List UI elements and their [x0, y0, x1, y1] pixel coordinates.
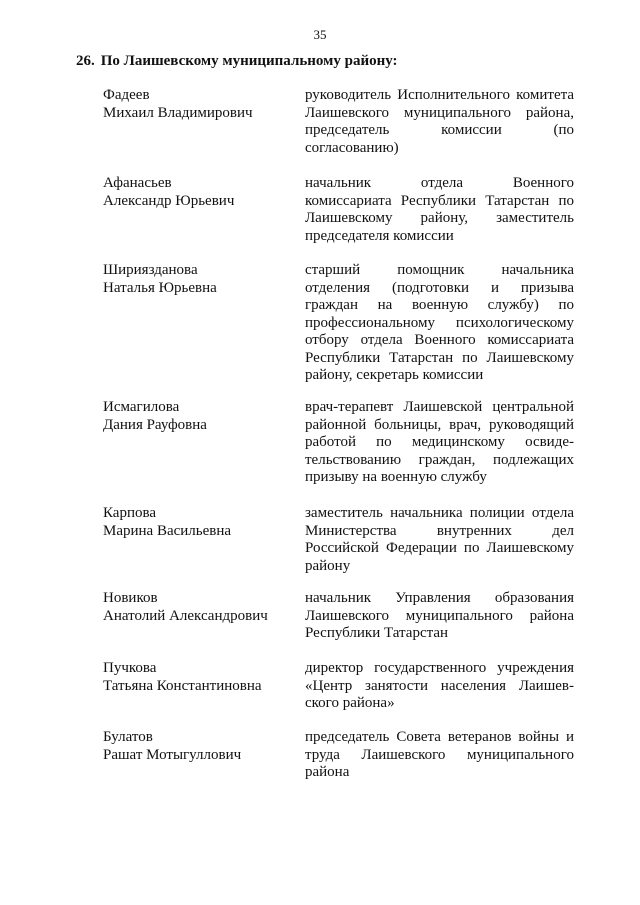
member-name [103, 505, 293, 540]
role-line: района [305, 764, 350, 780]
role-line: районной больницы, врач, руководящий [305, 416, 574, 433]
role-line: начальник отдела Военного [305, 175, 574, 191]
member-surname: Карпова [103, 505, 157, 521]
member-role [305, 729, 574, 782]
role-line: работой по медицинскому освиде- [305, 434, 574, 450]
section-number: 26. [76, 53, 95, 69]
member-role [305, 505, 574, 575]
member-surname: Афанасьев [103, 175, 172, 191]
role-line: граждан на военную службу) по [305, 297, 574, 313]
member-given-name: Наталья Юрьевна [103, 279, 217, 296]
member-name [103, 590, 293, 625]
member-surname: Новиков [103, 590, 158, 606]
role-line: Республики Татарстан по Лаишевскому [305, 349, 574, 366]
role-line: начальник Управления образования [305, 590, 574, 606]
member-given-name: Александр Юрьевич [103, 192, 235, 209]
member-given-name: Михаил Владимирович [103, 104, 253, 121]
role-line: отбору отдела Военного комиссариата [305, 332, 574, 348]
role-line: призыву на военную службу [305, 469, 487, 485]
member-name [103, 399, 293, 434]
member-given-name: Анатолий Александрович [103, 607, 268, 624]
member-role [305, 175, 574, 245]
member-surname: Шириязданова [103, 262, 198, 278]
member-given-name: Татьяна Константиновна [103, 677, 262, 694]
member-role [305, 262, 574, 385]
role-line: Российской Федерации по Лаишевскому [305, 540, 574, 556]
role-line: руководитель Исполнительного комитета [305, 87, 574, 103]
role-line: «Центр занятости населения Лаишев- [305, 677, 574, 694]
role-line: Лаишевскому району, заместитель [305, 210, 574, 226]
member-given-name: Рашат Мотыгуллович [103, 746, 242, 763]
role-line: Лаишевского муниципального района [305, 607, 574, 624]
role-line: профессиональному психологическому [305, 314, 574, 331]
member-surname: Булатов [103, 729, 153, 745]
section-heading [76, 53, 398, 70]
member-name [103, 262, 293, 297]
role-line: председатель Совета ветеранов войны и [305, 729, 574, 745]
role-line: отделения (подготовки и призыва [305, 279, 574, 296]
role-line: директор государственного учреждения [305, 660, 574, 676]
member-role [305, 399, 574, 487]
role-line: Лаишевского муниципального района, [305, 104, 574, 121]
member-role [305, 87, 574, 157]
member-name [103, 175, 293, 210]
member-name [103, 660, 293, 695]
member-surname: Исмагилова [103, 399, 180, 415]
role-line: Республики Татарстан [305, 625, 449, 641]
role-line: согласованию) [305, 139, 399, 156]
role-line: старший помощник начальника [305, 262, 574, 278]
role-line: труда Лаишевского муниципального [305, 746, 574, 763]
page-number: 35 [313, 27, 327, 42]
member-name [103, 87, 293, 122]
role-line: председатель комиссии (по [305, 122, 574, 138]
member-surname: Фадеев [103, 87, 150, 103]
section-title: По Лаишевскому муниципальному району: [100, 53, 398, 69]
member-name [103, 729, 293, 764]
role-line: заместитель начальника полиции отдела [305, 505, 574, 521]
role-line: председателя комиссии [305, 227, 454, 244]
role-line: врач-терапевт Лаишевской центральной [305, 399, 574, 415]
member-given-name: Дания Рауфовна [103, 416, 207, 433]
member-surname: Пучкова [103, 660, 157, 676]
member-given-name: Марина Васильевна [103, 522, 232, 539]
role-line: тельствованию граждан, подлежащих [305, 451, 574, 468]
role-line: Министерства внутренних дел [305, 522, 574, 539]
role-line: ского района» [305, 695, 395, 711]
member-role [305, 660, 574, 713]
role-line: комиссариата Республики Татарстан по [305, 192, 574, 209]
role-line: району, секретарь комиссии [305, 367, 484, 383]
role-line: району [305, 557, 351, 574]
member-role [305, 590, 574, 643]
